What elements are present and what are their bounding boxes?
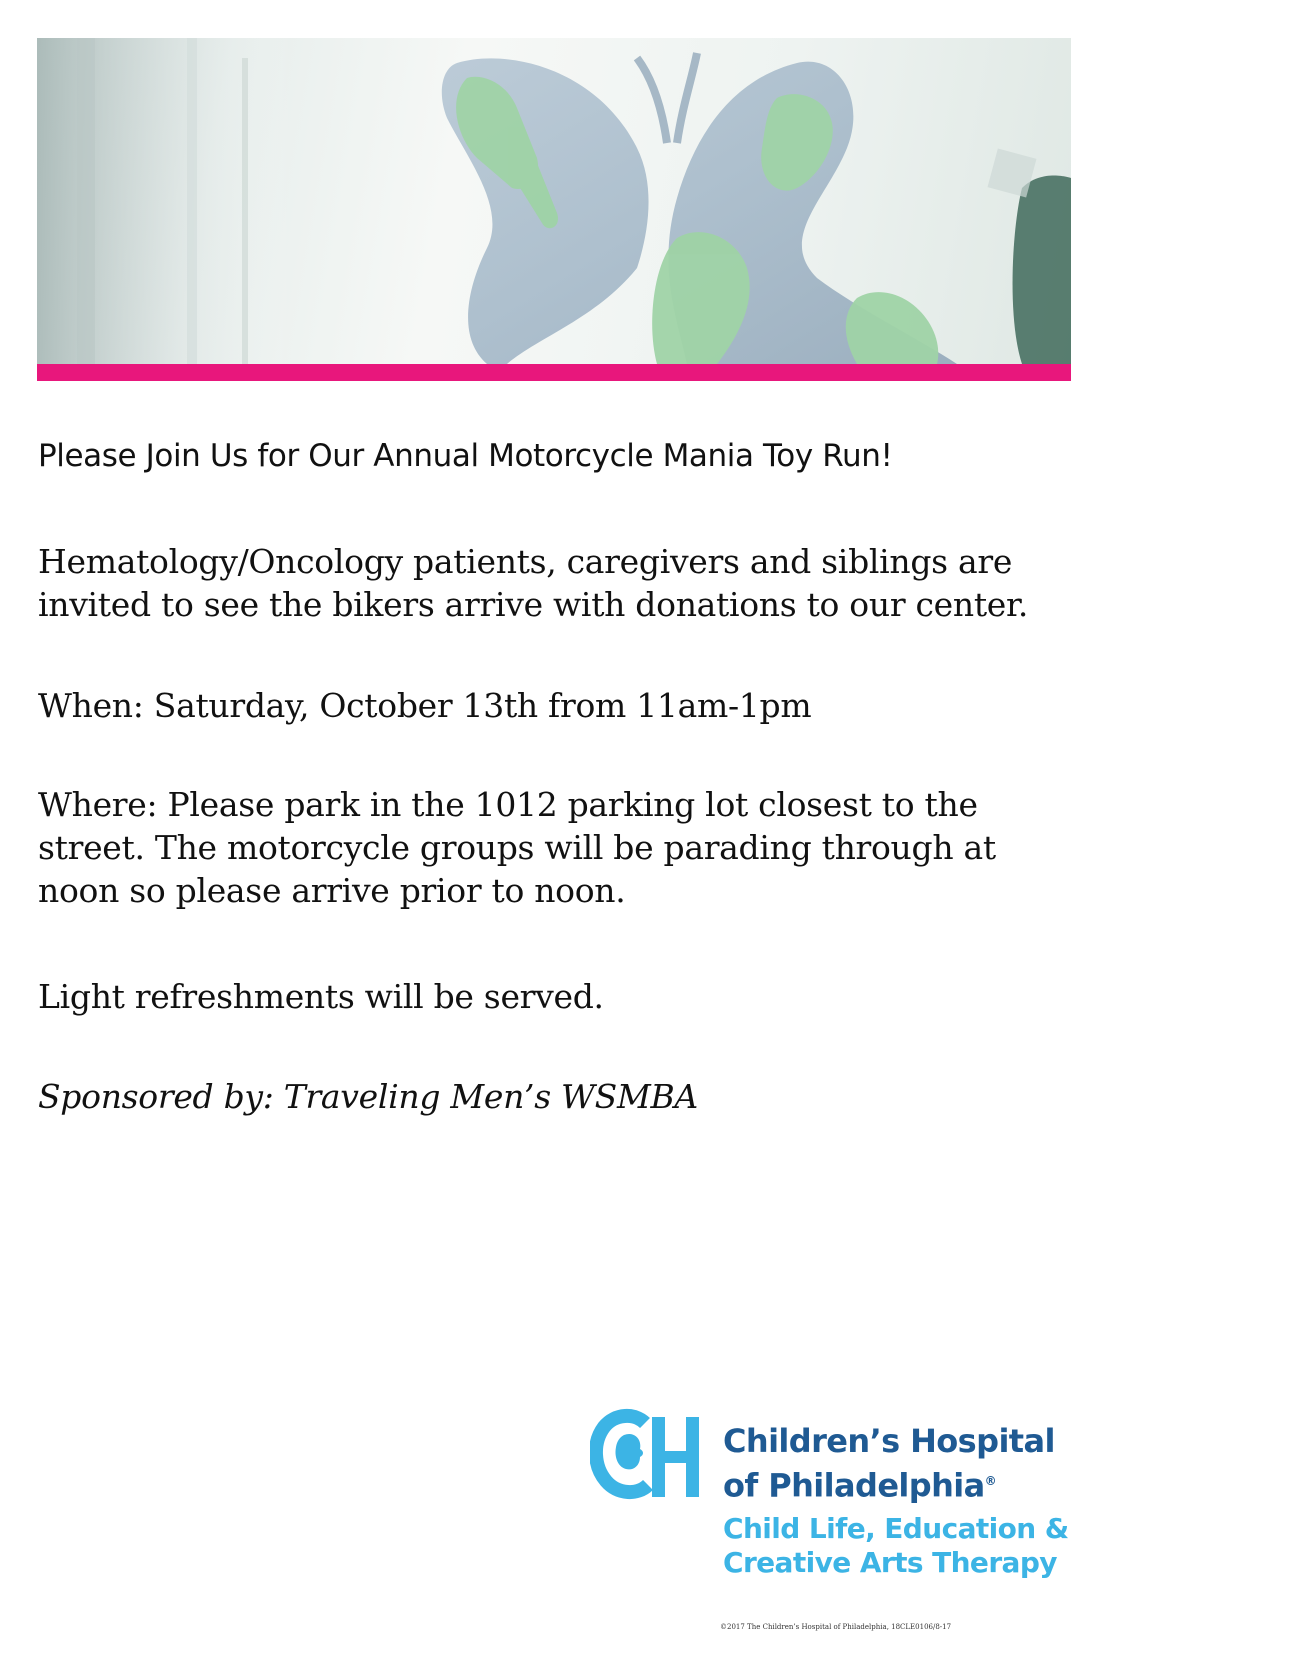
chop-ch-logo-icon	[590, 1405, 710, 1505]
refreshments-note: Light refreshments will be served.	[38, 977, 604, 1016]
butterfly-illustration	[37, 38, 1071, 364]
chop-logo	[590, 1405, 1080, 1585]
hospital-name-line2: of Philadelphia®	[723, 1466, 997, 1505]
header-banner-photo	[37, 38, 1071, 364]
pink-accent-bar	[37, 364, 1071, 381]
department-name-line1: Child Life, Education &	[723, 1512, 1069, 1545]
copyright-notice: ©2017 The Children’s Hospital of Philadelphia, 18CLE0106/8-17	[720, 1623, 952, 1631]
event-where: Where: Please park in the 1012 parking lot closest to the street. The motorcycle groups will be parading through at noon so please arrive prior to noon.	[38, 785, 996, 910]
department-name-line2: Creative Arts Therapy	[723, 1546, 1057, 1579]
event-when: When: Saturday, October 13th from 11am-1pm	[38, 686, 812, 725]
invitation-text: Hematology/Oncology patients, caregivers and siblings are invited to see the bikers arrive with donations to our center.	[38, 542, 1029, 624]
hospital-name-line1: Children’s Hospital	[723, 1422, 1055, 1460]
hospital-name	[723, 1421, 1055, 1506]
sponsor-line: Sponsored by: Traveling Men’s WSMBA	[38, 1077, 698, 1116]
flyer-headline: Please Join Us for Our Annual Motorcycle Mania Toy Run!	[38, 438, 893, 474]
registered-mark: ®	[984, 1474, 997, 1488]
department-name	[723, 1512, 1069, 1580]
